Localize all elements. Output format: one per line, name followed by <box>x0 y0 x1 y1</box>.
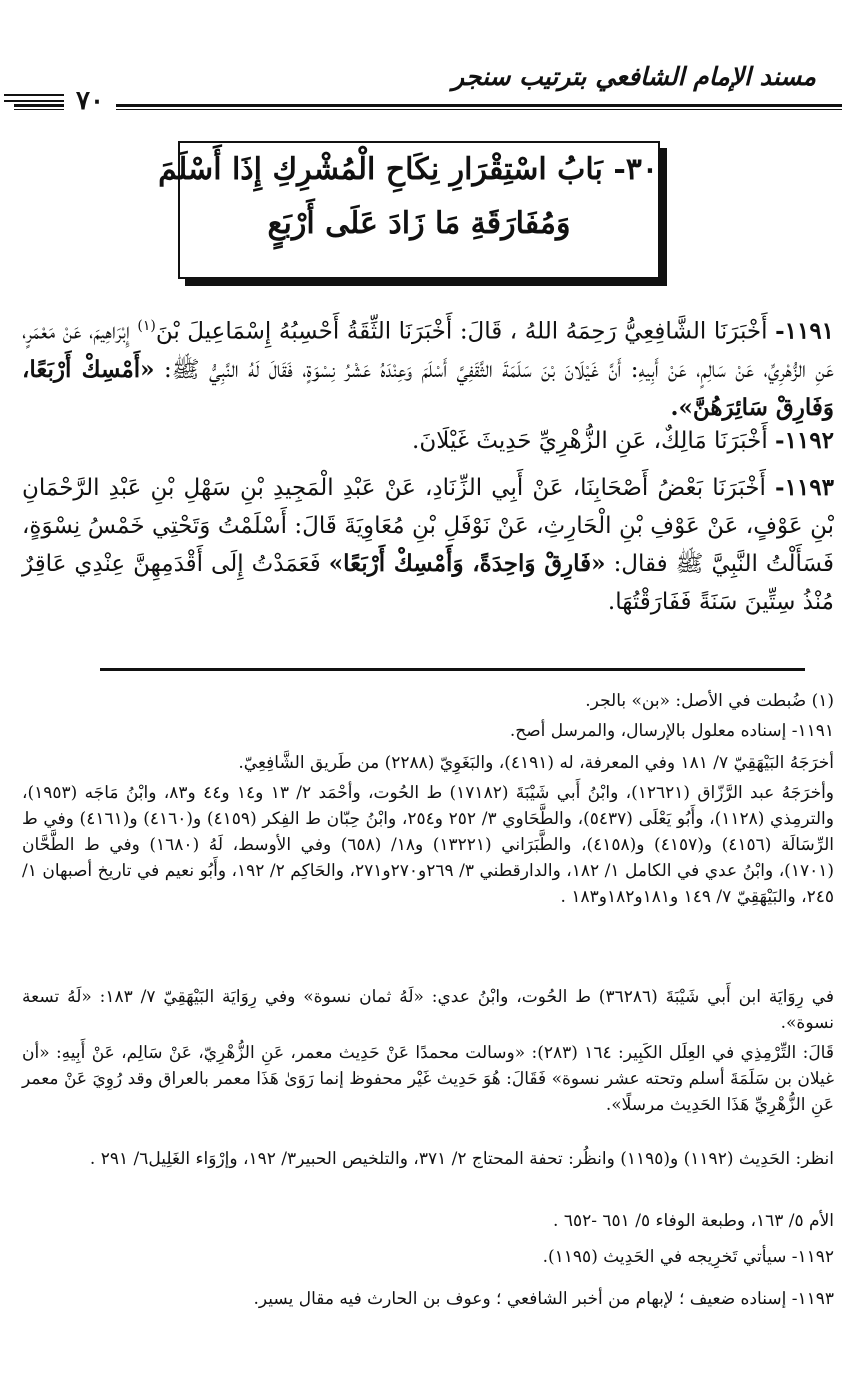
footnote-ref: (١) <box>137 318 156 334</box>
hadith-text: أَخْبَرَنَا بَعْضُ أَصْحَابِنَا، عَنْ أَبِي الزِّنَادِ، عَنْ عَبْدِ الْمَجِيدِ بْنِ سَهْلِ بْنِ عَبْدِ الرَّحْمَانِ بْنِ عَوْفٍ، عَنْ عَوْفِ بْنِ الْحَارِثِ، عَنْ نَوْفَلِ بْنِ مُعَاوِيَةَ قَالَ: أَسْلَمْتُ وَتَحْتِي خَمْسُ نِسْوَةٍ، فَسَأَلْتُ النَّبِيَّ ﷺ فقال: <box>22 475 835 577</box>
hadith-text: أَخْبَرَنَا الشَّافِعِيُّ رَحِمَهُ اللهُ ، قَالَ: أَخْبَرَنَا الثِّقَةُ أَحْسِبُهُ إِسْمَاعِيلَ بْنَ <box>155 318 768 345</box>
hadith-1193 <box>22 469 834 621</box>
footnote-separator <box>100 668 805 671</box>
book-title: مسند الإمام الشافعي بترتيب سنجر <box>452 62 816 91</box>
hadith-1191 <box>22 307 834 427</box>
footnote-1191-umm: الأم ٥/ ١٦٣، وطبعة الوفاء ٥/ ٦٥١ -٦٥٢ . <box>553 1211 834 1231</box>
footnote-1191-see-also: انظر: الحَدِيث (١١٩٢) و(١١٩٥) وانظُر: تحفة المحتاج ٢/ ٣٧١، والتلخيص الحبير٣/ ١٩٢، وإرْوَاء الغَلِيل٦/ ٢٩١ . <box>89 1149 834 1169</box>
page-number: ٧٠ <box>64 86 116 116</box>
chapter-heading-line-1: ٣٠- بَابُ اسْتِقْرَارِ نِكَاحِ الْمُشْرِكِ إِذَا أَسْلَمَ <box>158 152 658 187</box>
footnote-1191-takhrij-1: أخرَجَهُ البَيْهَقِيّ ٧/ ١٨١ وفي المعرفة، له (٤١٩١)، والبَغَوِيّ (٢٢٨٨) من طَريق الشَّافِعِيّ. <box>238 753 834 773</box>
header-rule-thin <box>14 109 842 110</box>
footnote-1191-variants: في رِوَايَة ابن أَبي شَيْبَةَ (٣٦٢٨٦) ط الحُوت، وابْنُ عدي: «لَهُ ثمان نسوة» وفي رِوَايَة البَيْهَقِيّ ٧/ ١٨٣: «لَهُ تسعة نسوة». <box>22 987 834 1033</box>
footnote-1192: ١١٩٢- سيأتي تَخرِيجه في الحَدِيث (١١٩٥). <box>542 1247 834 1267</box>
prophetic-saying: «أَمْسِكْ أَرْبَعًا، وَفَارِقْ سَائِرَهُنَّ». <box>22 355 834 421</box>
header-rule <box>14 104 842 107</box>
footnote-1191-takhrij-2: وأخرَجَهُ عبد الرَّزّاق (١٢٦٢١)، وابْنُ أَبي شَيْبَةَ (١٧١٨٢) ط الحُوت، وأحْمَد ٢/ ١٣ و١٤ و٤٤ و٨٣، وابْنُ مَاجَه (١٩٥٣)، والترمِذي (١١٢٨)، وأَبُو يَعْلَى (٥٤٣٧)، والطَّحَاوي ٣/ ٢٥٢ و٢٥٤، وابْنُ حِبّان ط الفِكر (٤١٥٩) و(٤١٦٠) و(٤١٦١) وفي ط الرِّسَالَة (٤١٥٦) و(٤١٥٧) و(٤١٥٨)، والطَّبَرَاني (١٣٢٢١) و١٨/ (٦٥٨) وفي الأوسط، لَهُ (١٦٨٠) وفي ط الطَّحَّان (١٧٠١)، وابْنُ عدي في الكامل ١/ ١٨٢، والدارقطني ٣/ ٢٦٩و٢٧٠و٢٧١، والحَاكِم ٢/ ١٩٢، وأَبُو نعيم في تاريخ أصبهان ١/ ٢٤٥، والبَيْهَقِيّ ٧/ ١٤٩ و١٨١و١٨٢و١٨٣ . <box>22 783 835 907</box>
hadith-text: أَخْبَرَنَا مَالِكٌ، عَنِ الزُّهْرِيِّ حَدِيثَ غَيْلَانَ. <box>412 428 768 454</box>
hadith-number: ١١٩٢- <box>775 427 834 454</box>
hadith-text: إِبْرَاهِيمَ، عَنْ مَعْمَرٍ، عَنِ الزُّهْرِيِّ، عَنْ سَالِمٍ، عَنْ أَبِيهِ: أَنَّ غَيْلَانَ بْنَ سَلَمَةَ الثَّقَفِيَّ أَسْلَمَ وَعِنْدَهُ عَشْرُ نِسْوَةٍ، فَقَالَ لَهُ النَّبِيُّ ﷺ: <box>22 318 835 383</box>
chapter-heading-box <box>158 141 660 279</box>
footnote-1191-tirmidhi: قَالَ: التِّرْمِذِي في العِلَل الكَبِير: ١٦٤ (٢٨٣): «وسالت محمدًا عَنْ حَدِيث معمر، عَنِ الزُّهْرِيّ، عَنْ سَالِم، عَنْ أَبِيهِ: «أن غيلان بن سَلَمَةَ أسلم وتحته عشر نسوة» فَقَالَ: هُوَ حَدِيث غَيْر محفوظ إنما رَوَىٰ هَذَا معمر بالعراق وقد رُوِيَ عَنْ معمر عَنِ الزُّهْرِيِّ هَذَا الحَدِيث مرسلًا». <box>22 1043 834 1115</box>
footnote-1: (١) ضُبطت في الأصل: «بن» بالجر. <box>585 691 834 711</box>
chapter-heading-line-2: وَمُفَارَقَةِ مَا زَادَ عَلَى أَرْبَعٍ <box>267 206 571 241</box>
hadith-text: فَعَمَدْتُ إِلَى أَقْدَمِهِنَّ عِنْدِي عَاقِرٌ مُنْذُ سِتِّينَ سَنَةً فَفَارَقْتُهَا. <box>22 551 834 615</box>
hadith-1192 <box>22 422 834 460</box>
footnote-1193: ١١٩٣- إسناده ضعيف ؛ لإبهام من أخبر الشافعي ؛ وعوف بن الحارث فيه مقال يسير. <box>253 1289 834 1309</box>
hadith-number: ١١٩١- <box>775 317 835 345</box>
prophetic-saying: «فَارِقْ وَاحِدَةً، وَأَمْسِكْ أَرْبَعًا» <box>328 550 606 577</box>
footnote-1191-heading: ١١٩١- إسناده معلول بالإرسال، والمرسل أصح. <box>509 721 834 741</box>
hadith-number: ١١٩٣- <box>775 474 834 501</box>
